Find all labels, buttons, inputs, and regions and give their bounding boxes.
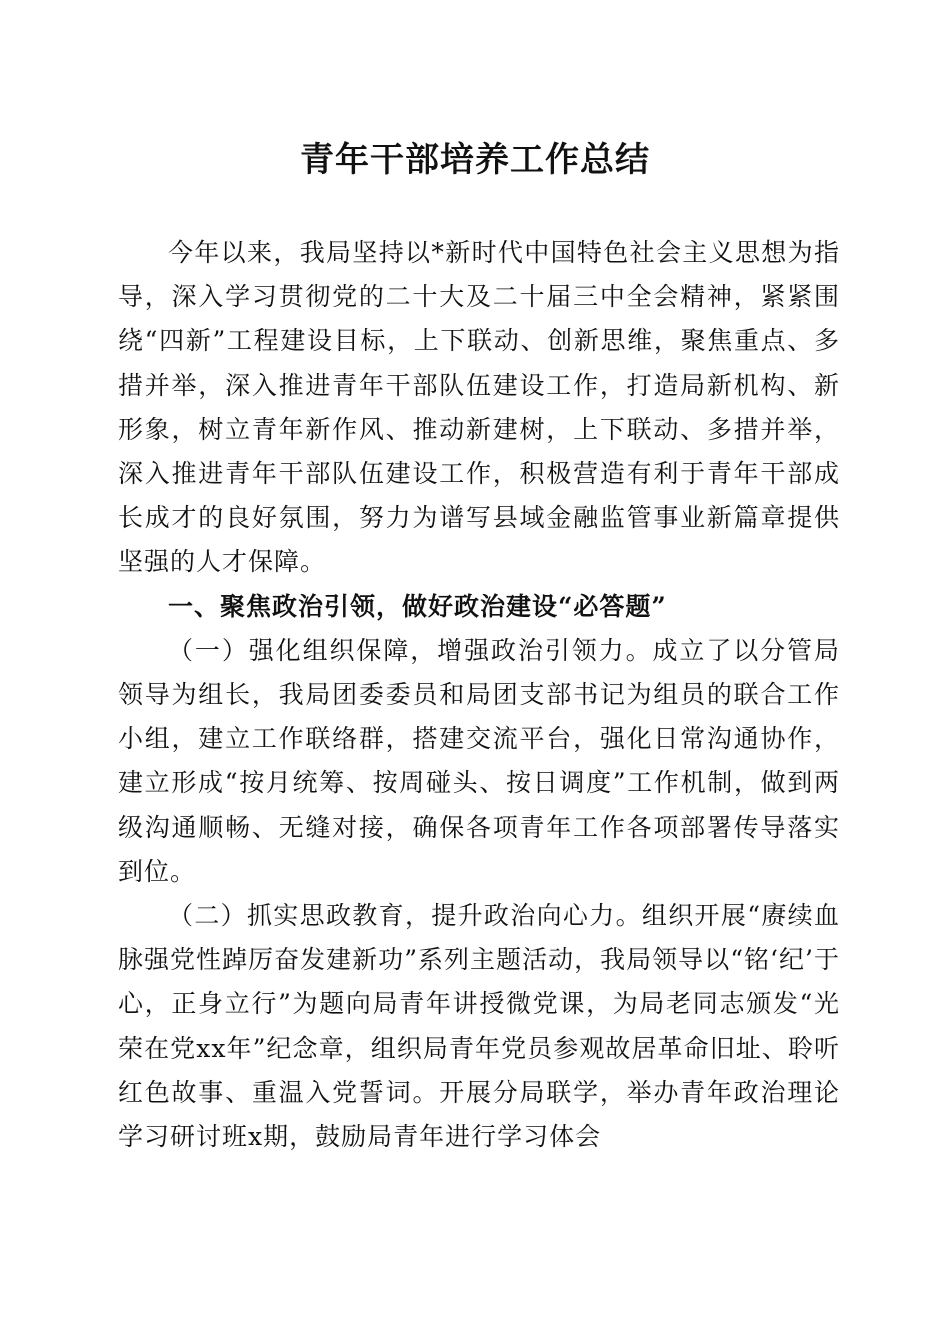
document-title: 青年干部培养工作总结 xyxy=(300,140,650,180)
intro-paragraph: 今年以来，我局坚持以*新时代中国特色社会主义思想为指导，深入学习贯彻党的二十大及二十届三中全会精神，紧紧围绕“四新”工程建设目标，上下联动、创新思维，聚焦重点、多措并举，深入推进青年干部队伍建设工作，打造局新机构、新形象，树立青年新作风、推动新建树，上下联动、多措并举，深入推进青年干部队伍建设工作，积极营造有利于青年干部成长成才的良好氛围，努力为谱写县域金融监管事业新篇章提供坚强的人才保障。 xyxy=(118,238,840,577)
subsection-lead-2: （二）抓实思政教育，提升政治向心力。 xyxy=(168,901,642,931)
section-heading-1: 一、聚焦政治引领，做好政治建设“必答题” xyxy=(168,591,667,621)
subsection-paragraph-2 xyxy=(118,894,840,1159)
document-body xyxy=(118,231,840,1159)
subsection-paragraph-1 xyxy=(118,629,840,894)
subsection-lead-1: （一）强化组织保障，增强政治引领力。 xyxy=(168,635,653,665)
subsection-text-2: 组织开展“赓续血脉强党性踔厉奋发建新功”系列主题活动，我局领导以“铭‘纪’于心，正身立行”为题向局青年讲授微党课，为局老同志颁发“光荣在党xx年”纪念章，组织局青年党员参观故居革命旧址、聆听红色故事、重温入党誓词。开展分局联学，举办青年政治理论学习研讨班x期，鼓励局青年进行学习体会 xyxy=(118,901,840,1152)
subsection-text-1: 成立了以分管局领导为组长，我局团委委员和局团支部书记为组员的联合工作小组，建立工作联络群，搭建交流平台，强化日常沟通协作，建立形成“按月统筹、按周碰头、按日调度”工作机制，做到两级沟通顺畅、无缝对接，确保各项青年工作各项部署传导落实到位。 xyxy=(118,635,840,886)
